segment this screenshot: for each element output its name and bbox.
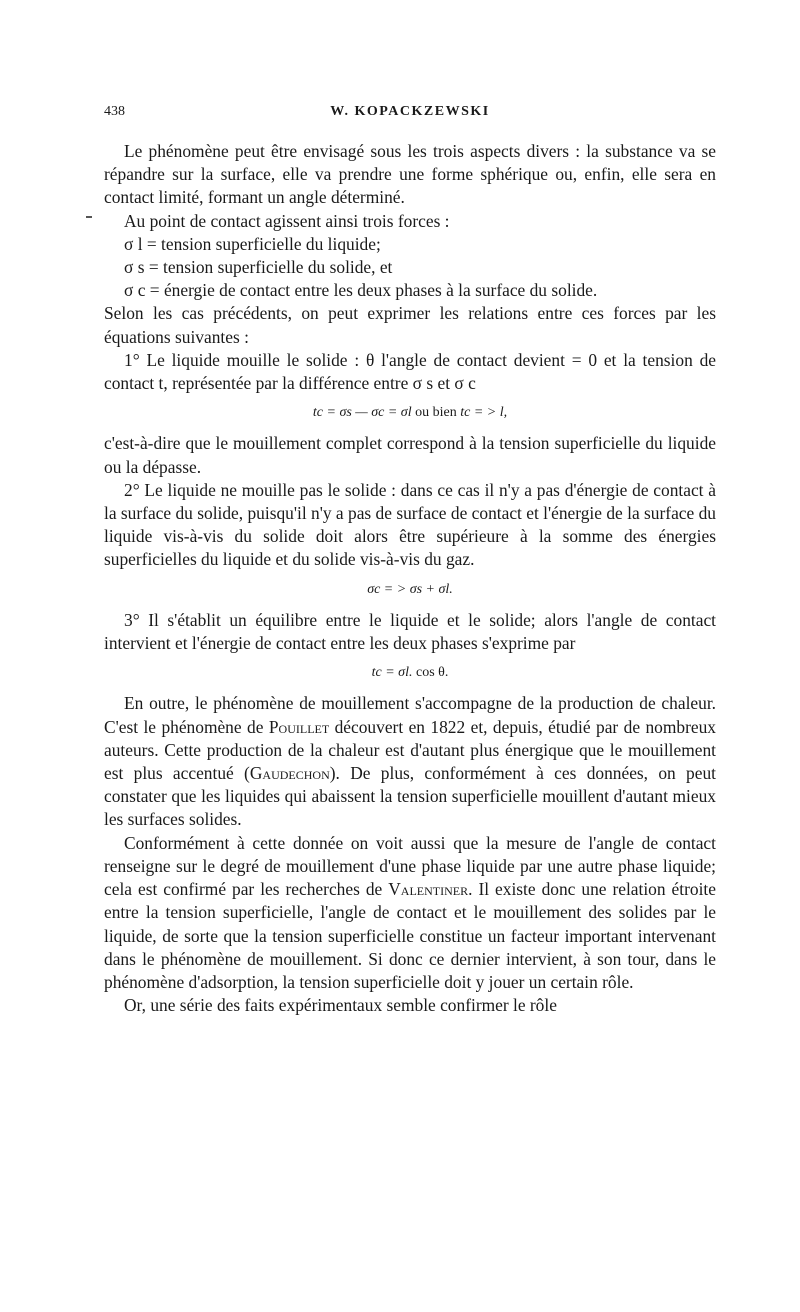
formula-3 xyxy=(104,661,716,684)
paragraph-final: Or, une série des faits expérimentaux semble confirmer le rôle xyxy=(124,995,557,1016)
document-page xyxy=(104,100,716,1017)
paragraph-heat xyxy=(104,692,716,831)
formula-3-right: cos θ. xyxy=(415,665,449,681)
definition-sigma-c: σ c = énergie de contact entre les deux phases à la surface du solide. xyxy=(124,280,598,301)
running-head: W. KOPACKZEWSKI xyxy=(330,104,490,119)
formula-1 xyxy=(104,401,716,424)
paragraph-case-1-cont: c'est-à-dire que le mouillement complet correspond à la tension superficielle du liquide ou la dépasse. xyxy=(104,433,716,477)
paragraph-case-1: 1° Le liquide mouille le solide : θ l'angle de contact devient = 0 et la tension de contact t, représentée par la différence entre σ s et σ c xyxy=(104,349,716,394)
margin-mark xyxy=(86,216,92,218)
definition-sigma-l: σ l = tension superficielle du liquide; xyxy=(124,233,381,254)
paragraph-intro: Le phénomène peut être envisagé sous les trois aspects divers : la substance va se répandre sur la surface, elle va prendre une forme sphérique ou, enfin, elle sera en contact limité, formant un angle déterminé. xyxy=(104,141,716,208)
formula-2: σc = > σs + σl. xyxy=(367,581,453,597)
formula-1-left: tc = σs — σc = σl xyxy=(312,405,412,421)
paragraph-equations: Selon les cas précédents, on peut exprimer les relations entre ces forces par les équations suivantes : xyxy=(104,303,716,347)
formula-3-left: tc = σl. xyxy=(371,665,413,681)
paragraph-angle-part1: Conformément à cette donnée on voit aussi que la mesure de l'angle de contact renseigne sur le degré de mouillement d'une phase liquide par une autre phase liquide; cela est confirmé par les recherches de xyxy=(104,832,716,900)
author-valentiner: Valentiner xyxy=(388,879,469,900)
paragraph-angle-part2: . Il existe donc une relation étroite entre la tension superficielle, l'angle de contact et le mouillement des solides par le liquide, de sorte que la tension superficielle constitue un facteur important intervenant dans le phénomène de mouillement. Si donc ce dernier intervient, à son tour, dans le phénomène d'adsorption, la tension superficielle doit y jouer un certain rôle. xyxy=(104,879,716,992)
formula-1-right: tc = > l, xyxy=(460,405,508,421)
paragraph-forces: Au point de contact agissent ainsi trois forces : xyxy=(124,210,450,231)
paragraph-angle xyxy=(104,832,716,994)
author-gaudechon: Gaudechon xyxy=(249,763,330,784)
paragraph-heat-part1: En outre, le phénomène de mouillement s'accompagne de la production de chaleur. C'est le phénomène de xyxy=(104,693,716,737)
page-number: 438 xyxy=(104,104,125,119)
definition-sigma-s: σ s = tension superficielle du solide, et xyxy=(124,257,393,278)
page-header xyxy=(104,100,716,128)
author-pouillet: Pouillet xyxy=(268,716,330,737)
formula-1-connector: ou bien xyxy=(415,405,457,421)
paragraph-case-2: 2° Le liquide ne mouille pas le solide : dans ce cas il n'y a pas d'énergie de contact à la surface du solide, puisqu'il n'y a pas de surface de contact et l'énergie de la surface du liquide vis-à-vis du solide doit alors être supérieure à la somme des énergies superficielles du liquide et du solide vis-à-vis du gaz. xyxy=(104,479,716,570)
paragraph-heat-part3: ). De plus, conformément à ces données, on peut constater que les liquides qui abaissent la tension superficielle mouillent d'autant mieux les surfaces solides. xyxy=(104,763,716,830)
paragraph-heat-part2: découvert en 1822 et, depuis, étudié par de nombreux auteurs. Cette production de la chaleur est d'autant plus énergique que le mouillement est plus accentué ( xyxy=(104,716,716,784)
paragraph-case-3: 3° Il s'établit un équilibre entre le liquide et le solide; alors l'angle de contact intervient et l'énergie de contact entre les deux phases s'exprime par xyxy=(104,609,716,654)
